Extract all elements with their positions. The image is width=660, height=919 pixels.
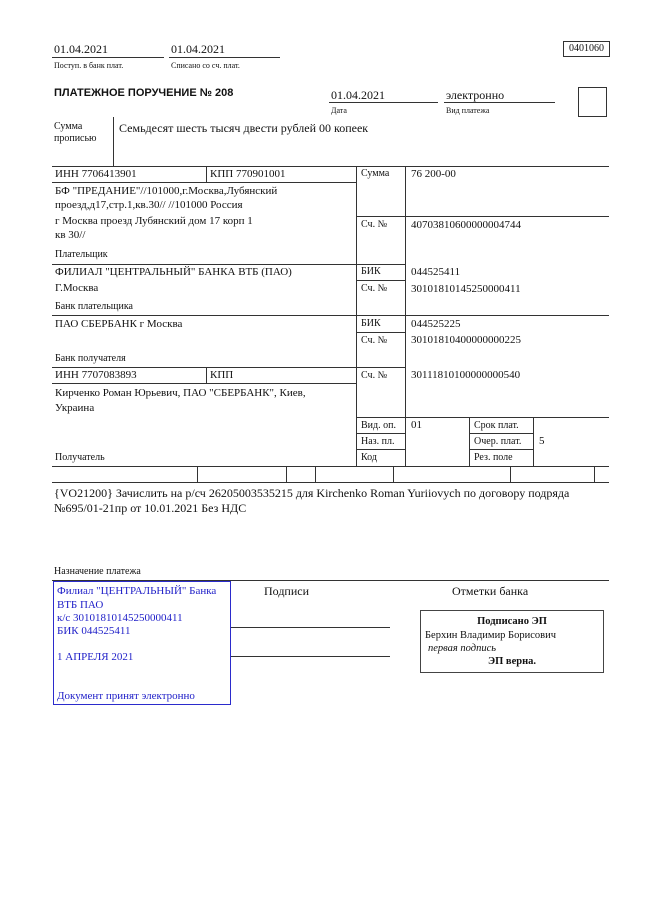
payee-top-line (52, 367, 405, 368)
tax-field-divider-6 (594, 466, 595, 482)
purpose-code-label: Наз. пл. (361, 436, 395, 447)
tax-field-divider-2 (286, 466, 287, 482)
debited-date: 01.04.2021 (171, 42, 225, 56)
sum-account-divider (356, 216, 609, 217)
e-signature-box (420, 610, 604, 673)
amount-words-label-2: прописью (54, 133, 97, 144)
bank-stamp (53, 581, 231, 705)
payer-bank-account-label: Сч. № (361, 283, 388, 294)
codes-vline-2 (469, 417, 470, 466)
payee-bik-label: БИК (361, 318, 381, 329)
payee-inn-line (52, 383, 356, 384)
op-type-label: Вид. оп. (361, 420, 396, 431)
payee-inn-kpp-divider (206, 367, 207, 383)
order-date: 01.04.2021 (331, 88, 385, 102)
bank-stamp-line-4: БИК 044525411 (57, 625, 131, 637)
payer-account-value: 40703810600000004744 (411, 219, 521, 231)
sum-label: Сумма (361, 168, 390, 179)
bank-marks-label: Отметки банка (452, 584, 529, 598)
payer-bank-account-value: 30101810145250000411 (411, 283, 521, 295)
debited-date-underline (169, 57, 280, 58)
purpose-line-1: {VO21200} Зачислить на р/сч 26205003535215 для Kirchenko Roman Yuriiovych по договору подряда (54, 486, 570, 500)
order-date-label: Дата (331, 106, 347, 115)
tax-field-divider-1 (197, 466, 198, 482)
grid-vline-left (356, 166, 357, 466)
priority-label: Очер. плат. (474, 436, 522, 447)
codes-line-b1 (469, 433, 533, 434)
payment-type: электронно (446, 88, 505, 102)
code-label: Код (361, 452, 377, 463)
payment-type-label: Вид платежа (446, 106, 490, 115)
codes-line-a2 (356, 449, 405, 450)
payer-name-line-3: г Москва проезд Лубянский дом 17 корп 1 (55, 215, 253, 227)
bank-stamp-line-1: Филиал "ЦЕНТРАЛЬНЫЙ" Банка (57, 585, 217, 597)
payee-bik-divider (356, 332, 405, 333)
amount-words-value: Семьдесят шесть тысяч двести рублей 00 копеек (119, 121, 369, 135)
payee-bank-label: Банк получателя (55, 353, 126, 364)
grid-vline-labels (405, 166, 406, 466)
tax-field-divider-4 (393, 466, 394, 482)
payment-status-box (578, 87, 607, 117)
e-signature-title: Подписано ЭП (477, 616, 547, 627)
codes-line-a1 (356, 433, 405, 434)
payer-name-line-2: проезд,д17,стр.1,кв.30// //101000 Россия (55, 199, 243, 211)
signature-line-2 (230, 656, 390, 657)
payee-name-line-1: Кирченко Роман Юрьевич, ПАО "СБЕРБАНК", Киев, (55, 387, 306, 399)
term-label: Срок плат. (474, 420, 519, 431)
bank-stamp-date: 1 АПРЕЛЯ 2021 (57, 651, 134, 663)
bank-stamp-line-2: ВТБ ПАО (57, 599, 104, 611)
page-title: ПЛАТЕЖНОЕ ПОРУЧЕНИЕ № 208 (54, 87, 234, 99)
payer-label: Плательщик (55, 249, 108, 260)
tax-strip-bottom (52, 482, 609, 483)
payer-name-line-4: кв 30// (55, 229, 86, 241)
purpose-label: Назначение платежа (54, 566, 141, 577)
signatures-label: Подписи (264, 584, 310, 598)
payer-kpp: КПП 770901001 (210, 168, 286, 180)
payee-bank-account-value: 30101810400000000225 (411, 334, 521, 346)
grid-line-top (52, 166, 609, 167)
codes-top-line (356, 417, 609, 418)
priority-value: 5 (539, 435, 545, 447)
bank-stamp-line-3: к/с 30101810145250000411 (57, 612, 183, 624)
payer-bank-top-line (52, 264, 405, 265)
tax-strip-top (52, 466, 609, 467)
payer-bik-label: БИК (361, 266, 381, 277)
tax-field-divider-5 (510, 466, 511, 482)
payer-bik-divider (356, 280, 405, 281)
payee-bank-name: ПАО СБЕРБАНК г Москва (55, 318, 183, 330)
payee-kpp: КПП (210, 369, 234, 381)
sum-value: 76 200-00 (411, 168, 456, 180)
received-date: 01.04.2021 (54, 42, 108, 56)
payer-bank-label: Банк плательщика (55, 301, 133, 312)
e-signature-verdict: ЭП верна. (487, 656, 536, 667)
payer-bank-name-line-1: ФИЛИАЛ "ЦЕНТРАЛЬНЫЙ" БАНКА ВТБ (ПАО) (55, 266, 292, 278)
bank-stamp-accepted: Документ принят электронно (57, 690, 195, 702)
e-signature-signer: Берхин Владимир Борисович (425, 630, 556, 641)
payee-bank-account-label: Сч. № (361, 335, 388, 346)
purpose-line-2: №695/01-21пр от 10.01.2021 Без НДС (54, 501, 247, 515)
payee-bik-value: 044525225 (411, 318, 461, 330)
amount-words-label-1: Сумма (54, 121, 83, 132)
payer-inn: ИНН 7706413901 (55, 168, 137, 180)
payee-account-label: Сч. № (361, 370, 388, 381)
received-date-underline (52, 57, 164, 58)
codes-vline-3 (533, 417, 534, 466)
order-date-underline (329, 102, 438, 103)
e-signature-role: первая подпись (428, 643, 497, 654)
form-code-box: 0401060 (563, 41, 610, 57)
payee-inn: ИНН 7707083893 (55, 369, 137, 381)
debited-date-label: Списано со сч. плат. (171, 61, 240, 70)
codes-line-b2 (469, 449, 533, 450)
payer-bik-value: 044525411 (411, 266, 461, 278)
payer-inn-kpp-divider (206, 166, 207, 182)
signature-line-1 (230, 627, 390, 628)
payer-bank-name-line-2: Г.Москва (55, 282, 99, 294)
payer-account-label: Сч. № (361, 219, 388, 230)
tax-field-divider-3 (315, 466, 316, 482)
payee-bank-top-line (52, 315, 609, 316)
amount-words-divider (113, 117, 114, 166)
payer-name-line-1: БФ "ПРЕДАНИЕ"//101000,г.Москва,Лубянский (55, 185, 278, 197)
payee-name-line-2: Украина (55, 402, 95, 414)
received-date-label: Поступ. в банк плат. (54, 61, 124, 70)
payer-inn-line (52, 182, 356, 183)
reserve-label: Рез. поле (474, 452, 513, 463)
payee-account-value: 30111810100000000540 (411, 369, 521, 381)
op-type-value: 01 (411, 419, 422, 431)
payment-type-underline (444, 102, 555, 103)
payee-label: Получатель (55, 452, 105, 463)
